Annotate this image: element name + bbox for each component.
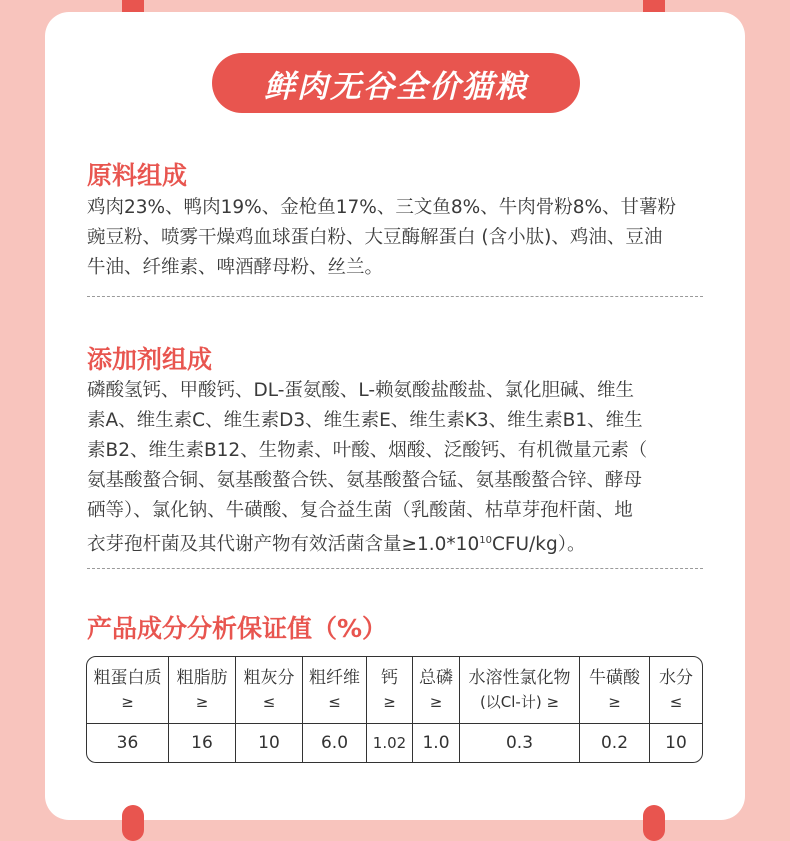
raw-line: 牛油、纤维素、啤酒酵母粉、丝兰。 xyxy=(87,257,384,278)
analysis-heading: 产品成分分析保证值（%） xyxy=(87,614,388,643)
raw-line: 豌豆粉、喷雾干燥鸡血球蛋白粉、大豆酶解蛋白 (含小肽)、鸡油、豆油 xyxy=(87,227,663,248)
additive-line: 素A、维生素C、维生素D3、维生素E、维生素K3、维生素B1、维生 xyxy=(87,410,643,431)
additive-line: 硒等）、氯化钠、牛磺酸、复合益生菌（乳酸菌、枯草芽孢杆菌、地 xyxy=(87,500,633,521)
table-header-cell: 粗脂肪 ≥ xyxy=(169,657,236,724)
table-cell: 0.3 xyxy=(460,724,580,762)
table-cell: 1.0 xyxy=(413,724,460,762)
table-header-cell: 粗纤维 ≤ xyxy=(303,657,367,724)
table-header-cell: 水分 ≤ xyxy=(650,657,702,724)
raw-paragraph xyxy=(87,193,712,283)
table-header-cell: 粗灰分 ≤ xyxy=(236,657,303,724)
table-cell: 6.0 xyxy=(303,724,367,762)
page-title-text: 鲜肉无谷全价猫粮 xyxy=(264,68,528,105)
page-title xyxy=(212,53,580,113)
divider xyxy=(87,568,703,569)
exponent: 10 xyxy=(479,535,492,546)
additive-line: 氨基酸螯合铜、氨基酸螯合铁、氨基酸螯合锰、氨基酸螯合锌、酵母 xyxy=(87,470,643,491)
raw-line: 鸡肉23%、鸭肉19%、金枪鱼17%、三文鱼8%、牛肉骨粉8%、甘薯粉 xyxy=(87,197,677,218)
table-header-cell: 总磷 ≥ xyxy=(413,657,460,724)
table-row xyxy=(87,724,702,762)
table-header-cell: 牛磺酸 ≥ xyxy=(580,657,650,724)
additive-line: 磷酸氢钙、甲酸钙、DL-蛋氨酸、L-赖氨酸盐酸盐、氯化胆碱、维生 xyxy=(87,380,635,401)
additive-line: 素B2、维生素B12、生物素、叶酸、烟酸、泛酸钙、有机微量元素（ xyxy=(87,440,648,461)
table-cell: 10 xyxy=(665,733,687,753)
table-header-cell: 钙 ≥ xyxy=(367,657,413,724)
table-cell: 0.2 xyxy=(580,724,650,762)
table-cell: 1.02 xyxy=(367,724,413,762)
table-header-row xyxy=(87,657,702,724)
table-cell: 10 xyxy=(236,724,303,762)
divider xyxy=(87,296,703,297)
additive-line xyxy=(87,526,712,560)
additive-paragraph xyxy=(87,376,712,560)
binder-tab-bottom-left xyxy=(122,805,144,841)
table-header-cell: 粗蛋白质 ≥ xyxy=(87,657,169,724)
additive-heading: 添加剂组成 xyxy=(87,345,213,374)
table-cell: 16 xyxy=(169,724,236,762)
binder-tab-bottom-right xyxy=(643,805,665,841)
table-cell: 36 xyxy=(87,724,169,762)
additive-last-unit: CFU/kg）。 xyxy=(491,534,586,556)
additive-last-text: 衣芽孢杆菌及其代谢产物有效活菌含量≥1.0*10 xyxy=(87,534,480,556)
analysis-table xyxy=(86,656,703,763)
table-header-cell: 水溶性氯化物 (以Cl-计) ≥ xyxy=(460,657,580,724)
raw-heading: 原料组成 xyxy=(87,161,188,190)
